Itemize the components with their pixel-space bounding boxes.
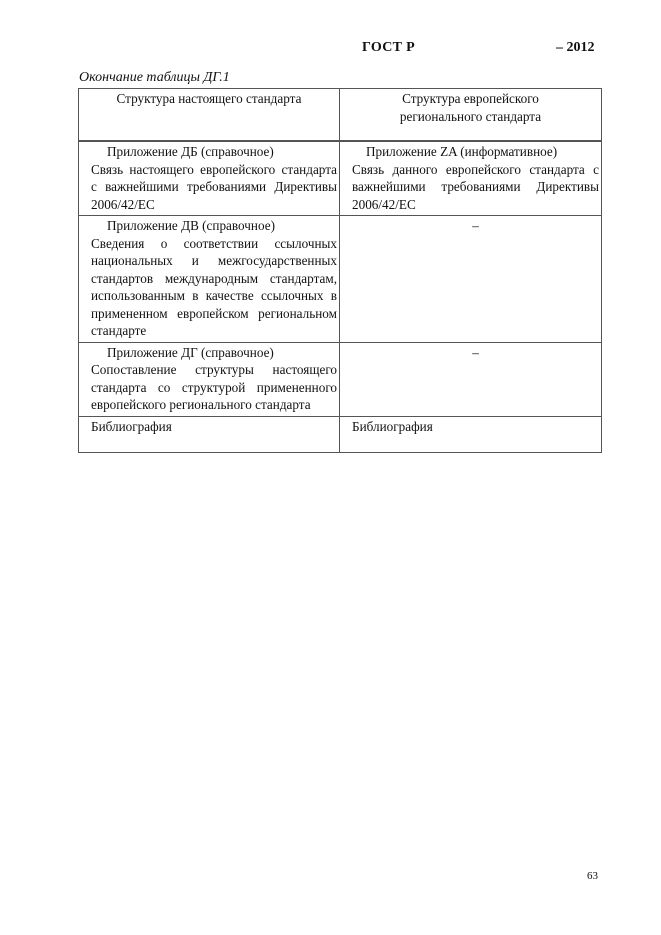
- table-cell-left: [79, 416, 340, 452]
- column-header-european: [340, 89, 602, 141]
- column-header-european-line1: Структура европейского: [402, 91, 539, 106]
- bibliography-label: Библиография: [352, 418, 433, 434]
- column-header-national: [79, 89, 340, 141]
- appendix-description: Сведения о соответствии ссылочных национальных и межгосударственных стандартов международным стандартам, использованным в качестве ссылочных в примененном европейском региональном стандарте: [91, 235, 337, 338]
- table-row: [79, 142, 602, 216]
- appendix-description: Связь данного европейского стандарта с важнейшими требованиями Директивы 2006/42/ЕС: [352, 161, 599, 212]
- appendix-title: Приложение ДБ (справочное): [107, 144, 274, 159]
- page-number: 63: [587, 870, 598, 882]
- empty-dash: –: [472, 218, 479, 233]
- structure-comparison-table: [78, 88, 602, 453]
- appendix-title: Приложение ZA (информативное): [366, 144, 558, 159]
- appendix-title: Приложение ДВ (справочное): [107, 218, 275, 233]
- appendix-title: Приложение ДГ (справочное): [107, 344, 274, 360]
- table-row: [79, 416, 602, 452]
- table-cell-left: [79, 216, 340, 343]
- appendix-description: Связь настоящего европейского стандарта с важнейшими требованиями Директивы 2006/42/ЕС: [91, 161, 337, 212]
- table-header-row: [79, 89, 602, 141]
- column-header-european-line2: регионального стандарта: [399, 108, 542, 124]
- table-row: [79, 216, 602, 343]
- table-caption: Окончание таблицы ДГ.1: [79, 70, 230, 85]
- table-cell-left: [79, 342, 340, 416]
- empty-dash: –: [472, 344, 479, 360]
- column-header-national-text: Структура настоящего стандарта: [116, 91, 302, 106]
- table-cell-right: [340, 416, 602, 452]
- bibliography-label: Библиография: [91, 418, 172, 434]
- table-cell-left: [79, 142, 340, 216]
- table-row: [79, 342, 602, 416]
- table-cell-right: [340, 142, 602, 216]
- table-cell-right: [340, 342, 602, 416]
- appendix-description: Сопоставление структуры настоящего стандарта со структурой примененного европейского регионального стандарта: [91, 362, 337, 412]
- table-cell-right: [340, 216, 602, 343]
- document-standard-title: ГОСТ Р: [362, 40, 415, 55]
- document-standard-year: – 2012: [556, 40, 595, 55]
